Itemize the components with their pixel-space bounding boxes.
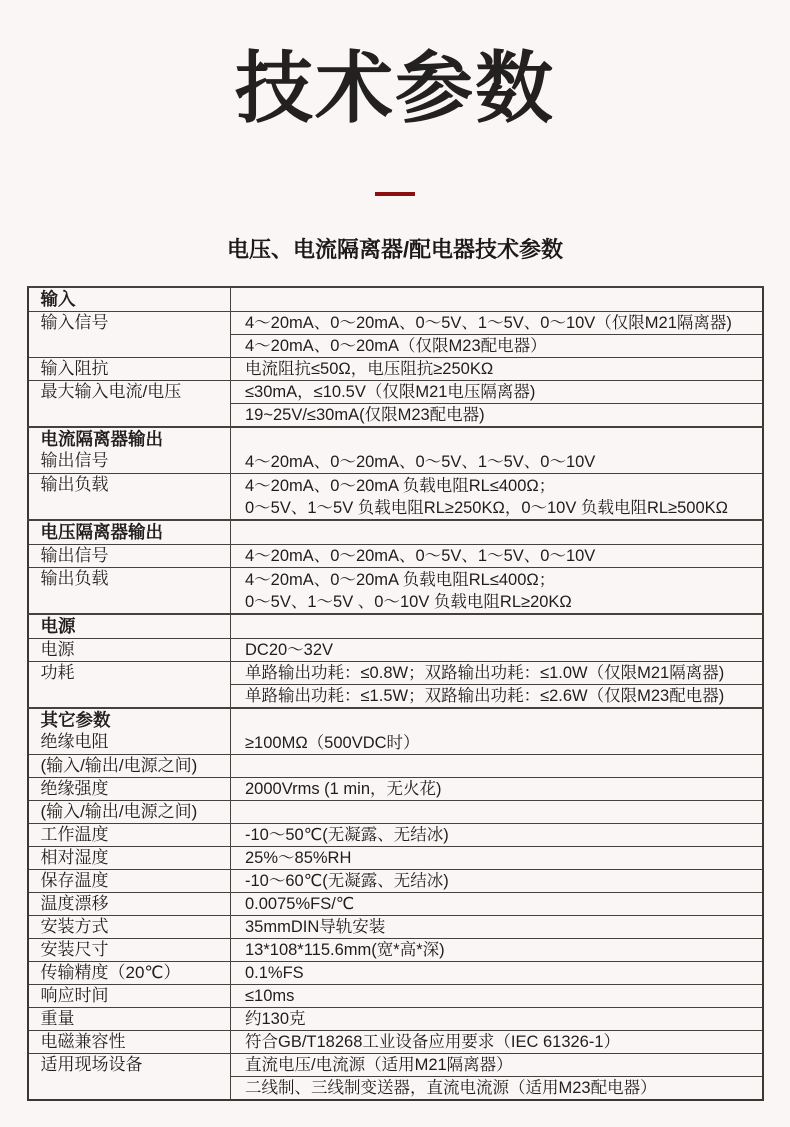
param-value-cell: 4～20mA、0～20mA、0～5V、1～5V、0～10V xyxy=(231,427,763,474)
spec-row xyxy=(28,545,763,568)
param-value-line: 0～5V、1～5V 、0～10V 负载电阻RL≥20KΩ xyxy=(245,592,572,611)
param-label-cell: 输出信号 xyxy=(28,545,231,568)
spec-row xyxy=(28,381,763,404)
spec-row xyxy=(28,312,763,335)
spec-row xyxy=(28,962,763,985)
param-value-cell: 符合GB/T18268工业设备应用要求（IEC 61326-1） xyxy=(231,1031,763,1054)
spec-row xyxy=(28,801,763,824)
page-title: 技术参数 xyxy=(234,44,555,132)
section-heading: 电源 xyxy=(40,616,76,636)
param-label-cell xyxy=(28,287,231,312)
param-value-cell: 0.0075%FS/℃ xyxy=(231,893,763,916)
param-label-cell: 绝缘强度 xyxy=(28,778,231,801)
spec-row xyxy=(28,939,763,962)
param-value-line: 4～20mA、0～20mA 负载电阻RL≤400Ω； xyxy=(245,570,556,589)
param-label-cell xyxy=(28,708,231,755)
param-value-cell: 25%～85%RH xyxy=(231,847,763,870)
table-title: 电压、电流隔离器/配电器技术参数 xyxy=(226,237,564,262)
param-label-cell: 适用现场设备 xyxy=(28,1054,231,1101)
param-value-cell: 4～20mA、0～20mA、0～5V、1～5V、0～10V xyxy=(231,545,763,568)
param-label: 输出信号 xyxy=(40,451,109,470)
param-value-cell xyxy=(231,287,763,312)
param-label-cell: 相对湿度 xyxy=(28,847,231,870)
param-value-cell: -10～60℃(无凝露、无结冰) xyxy=(231,870,763,893)
param-value-cell: 2000Vrms (1 min，无火花) xyxy=(231,778,763,801)
accent-divider xyxy=(375,192,415,196)
spec-row xyxy=(28,847,763,870)
param-value-cell: 二线制、三线制变送器，直流电流源（适用M23配电器） xyxy=(231,1077,763,1101)
spec-table xyxy=(27,286,764,1101)
param-label-cell xyxy=(28,520,231,545)
param-label-cell: 输入信号 xyxy=(28,312,231,358)
section-heading: 输入 xyxy=(40,289,76,309)
spec-row xyxy=(28,824,763,847)
spec-row xyxy=(28,520,763,545)
param-label-cell: 传输精度（20℃） xyxy=(28,962,231,985)
param-label-cell: 功耗 xyxy=(28,662,231,709)
spec-row xyxy=(28,568,763,615)
param-value-cell: 单路输出功耗：≤1.5W；双路输出功耗：≤2.6W（仅限M23配电器) xyxy=(231,685,763,709)
param-value-cell xyxy=(231,755,763,778)
param-value-cell: ≥100MΩ（500VDC时） xyxy=(231,708,763,755)
param-label-cell: 输入阻抗 xyxy=(28,358,231,381)
spec-row xyxy=(28,778,763,801)
param-label-cell: 重量 xyxy=(28,1008,231,1031)
param-label-cell: 保存温度 xyxy=(28,870,231,893)
param-label-cell: 输出负载 xyxy=(28,474,231,521)
param-label-cell xyxy=(28,427,231,474)
param-label-cell: (输入/输出/电源之间) xyxy=(28,801,231,824)
param-value-cell: 电流阻抗≤50Ω，电压阻抗≥250KΩ xyxy=(231,358,763,381)
param-label-cell: 安装尺寸 xyxy=(28,939,231,962)
param-value-cell: 4～20mA、0～20mA（仅限M23配电器） xyxy=(231,335,763,358)
param-label-cell: 最大输入电流/电压 xyxy=(28,381,231,428)
param-label-cell: 电源 xyxy=(28,639,231,662)
spec-table-body xyxy=(28,287,763,1100)
section-heading: 电流隔离器输出 xyxy=(40,429,163,449)
spec-row xyxy=(28,1031,763,1054)
param-value-cell: 约130克 xyxy=(231,1008,763,1031)
spec-row xyxy=(28,870,763,893)
param-value-cell xyxy=(231,801,763,824)
spec-row xyxy=(28,916,763,939)
param-value-cell: 19~25V/≤30mA(仅限M23配电器) xyxy=(231,404,763,428)
spec-row xyxy=(28,1008,763,1031)
spec-row xyxy=(28,287,763,312)
param-label-cell xyxy=(28,614,231,639)
spec-row xyxy=(28,614,763,639)
param-value-line: 0～5V、1～5V 负载电阻RL≥250KΩ，0～10V 负载电阻RL≥500KΩ xyxy=(245,498,728,517)
param-value-cell: 单路输出功耗：≤0.8W；双路输出功耗：≤1.0W（仅限M21隔离器) xyxy=(231,662,763,685)
param-value-cell xyxy=(231,568,763,615)
spec-row xyxy=(28,893,763,916)
param-value-cell: 4～20mA、0～20mA、0～5V、1～5V、0～10V（仅限M21隔离器) xyxy=(231,312,763,335)
spec-row xyxy=(28,427,763,474)
param-value-cell: 35mmDIN导轨安装 xyxy=(231,916,763,939)
param-label-cell: 输出负载 xyxy=(28,568,231,615)
param-value-cell xyxy=(231,520,763,545)
param-value-cell xyxy=(231,474,763,521)
param-value-cell: DC20～32V xyxy=(231,639,763,662)
spec-row xyxy=(28,474,763,521)
section-heading: 电压隔离器输出 xyxy=(40,522,163,542)
param-label-cell: 工作温度 xyxy=(28,824,231,847)
param-value-cell: -10～50℃(无凝露、无结冰) xyxy=(231,824,763,847)
param-label-cell: (输入/输出/电源之间) xyxy=(28,755,231,778)
spec-row xyxy=(28,985,763,1008)
spec-row xyxy=(28,1054,763,1077)
param-value-cell: 0.1%FS xyxy=(231,962,763,985)
param-label-cell: 响应时间 xyxy=(28,985,231,1008)
param-label-cell: 温度漂移 xyxy=(28,893,231,916)
spec-row xyxy=(28,358,763,381)
section-heading: 其它参数 xyxy=(40,710,111,730)
spec-row xyxy=(28,708,763,755)
param-label-cell: 电磁兼容性 xyxy=(28,1031,231,1054)
spec-row xyxy=(28,639,763,662)
param-value-cell: ≤30mA，≤10.5V（仅限M21电压隔离器) xyxy=(231,381,763,404)
param-value-cell xyxy=(231,614,763,639)
param-value-cell: ≤10ms xyxy=(231,985,763,1008)
spec-row xyxy=(28,662,763,685)
param-value-line: 4～20mA、0～20mA 负载电阻RL≤400Ω； xyxy=(245,476,556,495)
param-value-cell: 13*108*115.6mm(宽*高*深) xyxy=(231,939,763,962)
param-value-cell: 直流电压/电流源（适用M21隔离器） xyxy=(231,1054,763,1077)
param-label-cell: 安装方式 xyxy=(28,916,231,939)
spec-row xyxy=(28,755,763,778)
param-label: 绝缘电阻 xyxy=(40,732,109,751)
